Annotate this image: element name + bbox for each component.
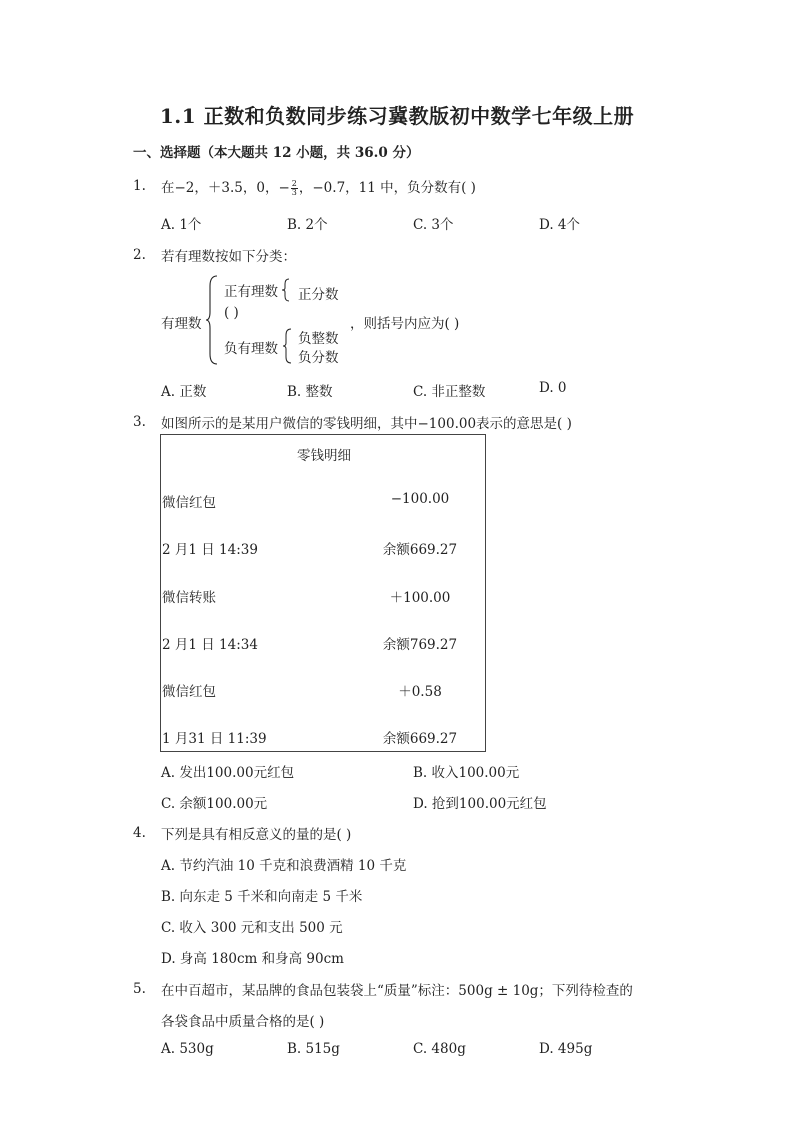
question-number: 3. (133, 414, 146, 430)
wallet-detail-title: 零钱明细 (297, 448, 351, 464)
classification-negative-fraction: 负分数 (298, 350, 339, 366)
wallet-row-value: 余额669.27 (382, 542, 458, 558)
option-c: C. 480g (413, 1041, 466, 1057)
classification-positive: 正有理数 (224, 284, 278, 300)
option-b: B. 2个 (287, 217, 328, 233)
question-2-text: 若有理数按如下分类： (161, 249, 296, 265)
fraction (291, 180, 298, 197)
option-b: B. 收入100.00元 (413, 765, 520, 781)
classification-negative: 负有理数 (224, 341, 278, 357)
option-a: A. 发出100.00元红包 (161, 765, 295, 781)
question-3-text: 如图所示的是某用户微信的零钱明细，其中−100.00表示的意思是( ) (161, 416, 572, 432)
question-5-text-line1: 在中百超市，某品牌的食品包装袋上“质量”标注：500g ± 10g；下列待检查的 (161, 983, 633, 999)
wallet-row-label: 2 月1 日 14:34 (162, 637, 258, 653)
option-b: B. 向东走 5 千米和向南走 5 千米 (161, 889, 363, 905)
wallet-row-label: 2 月1 日 14:39 (162, 542, 258, 558)
question-number: 1. (133, 178, 146, 194)
wallet-row-label: 微信转账 (162, 590, 216, 606)
wallet-row-value: ＋100.00 (389, 590, 451, 606)
question-number: 2. (133, 247, 146, 263)
page-title: 1.1 正数和负数同步练习冀教版初中数学七年级上册 (159, 104, 635, 128)
option-c: C. 非正整数 (413, 384, 486, 400)
option-c: C. 余额100.00元 (161, 796, 268, 812)
question-number: 5. (133, 981, 146, 997)
wallet-row-value: 余额769.27 (382, 637, 458, 653)
option-d: D. 4个 (539, 217, 581, 233)
option-c: C. 收入 300 元和支出 500 元 (161, 920, 343, 936)
classification-positive-fraction: 正分数 (298, 287, 339, 303)
option-a: A. 530g (161, 1041, 214, 1057)
option-a: A. 节约汽油 10 千克和浪费酒精 10 千克 (161, 858, 407, 874)
option-c: C. 3个 (413, 217, 454, 233)
large-brace-icon (205, 274, 219, 366)
classification-blank: ( ) (224, 305, 239, 321)
option-a: A. 正数 (161, 384, 207, 400)
question-1-text-post: ，−0.7，11 中，负分数有( ) (298, 180, 476, 196)
wallet-row-label: 微信红包 (162, 684, 216, 700)
wallet-row-value: −100.00 (390, 491, 450, 507)
option-b: B. 515g (287, 1041, 340, 1057)
section-heading: 一、选择题（本大题共 12 小题，共 36.0 分） (133, 145, 420, 161)
question-4-text: 下列是具有相反意义的量的是( ) (161, 827, 352, 843)
fraction-denominator: 3 (291, 188, 297, 197)
small-brace-icon (281, 278, 290, 302)
option-b: B. 整数 (287, 384, 333, 400)
option-d: D. 抢到100.00元红包 (413, 796, 547, 812)
option-d: D. 495g (539, 1041, 593, 1057)
classification-root: 有理数 (161, 316, 202, 332)
wallet-row-value: 余额669.27 (382, 731, 458, 747)
question-number: 4. (133, 825, 146, 841)
question-1-text-pre: 在−2，＋3.5，0，− (161, 180, 290, 196)
wallet-row-label: 微信红包 (162, 495, 216, 511)
option-a: A. 1个 (161, 217, 202, 233)
option-d: D. 0 (539, 380, 567, 396)
question-2-suffix: ，则括号内应为( ) (350, 316, 460, 332)
classification-negative-integer: 负整数 (298, 331, 339, 347)
small-brace-icon (282, 328, 292, 364)
fraction-numerator: 2 (291, 179, 297, 188)
question-5-text-line2: 各袋食品中质量合格的是( ) (161, 1014, 325, 1030)
wallet-row-value: ＋0.58 (398, 684, 442, 700)
wallet-row-label: 1 月31 日 11:39 (162, 731, 267, 747)
wallet-detail-figure (160, 434, 486, 752)
option-d: D. 身高 180cm 和身高 90cm (161, 951, 344, 967)
question-1-text (161, 176, 476, 197)
